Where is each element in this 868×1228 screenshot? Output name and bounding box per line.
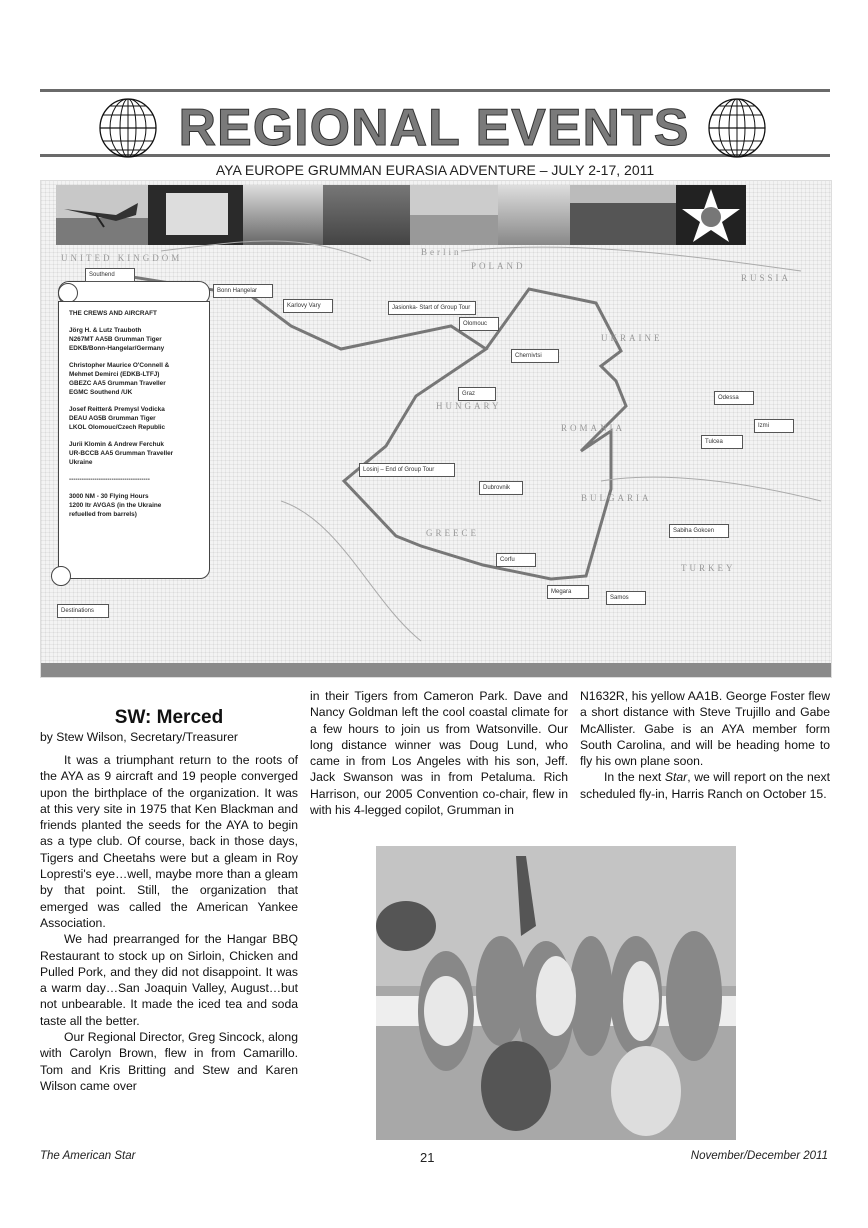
map-country-label: BULGARIA bbox=[581, 493, 652, 503]
crew-entry: Josef Reitter& Premysl Vodicka DEAU AG5B Grumman Tiger LKOL Olomouc/Czech Republic bbox=[69, 406, 166, 431]
footer-publication: The American Star bbox=[40, 1150, 136, 1162]
article-byline: by Stew Wilson, Secretary/Treasurer bbox=[40, 730, 238, 744]
paragraph: It was a triumphant return to the roots of the AYA as 9 aircraft and 19 people converged upon the birthplace of the organization. It was at this very site in 1975 that Ken Blackman and friends planted the seeds for the AYA to begin as a type club. Of course, back in those days, Tigers and Cheetahs were but a gleam in Roy Lopresti's eye…well, maybe more than a gleam by that point. Still, the organization that emerged was called the American Yankee Association. bbox=[40, 753, 298, 930]
callout-megara[interactable]: Megara bbox=[547, 585, 589, 599]
section-title: REGIONAL EVENTS bbox=[178, 99, 690, 157]
map-country-label: UKRAINE bbox=[601, 333, 663, 343]
footer-issue: November/December 2011 bbox=[690, 1150, 828, 1162]
crew-entry: Jörg H. & Lutz Trauboth N267MT AA5B Grumman Tiger EDKB/Bonn-Hangelar/Germany bbox=[69, 327, 165, 352]
callout-destinations[interactable]: Destinations bbox=[57, 604, 109, 618]
callout-tulcea[interactable]: Tulcea bbox=[701, 435, 743, 449]
crew-info-box bbox=[58, 301, 210, 579]
paragraph: in their Tigers from Cameron Park. Dave and Nancy Goldman left the cool coastal climate for a few hours to join us from Watsonville. Our long distance winner was Doug Lund, who came in from Los Angeles with his son, Jeff. Jack Swanson was in from Petaluma. Rich Harrison, our 2005 Convention co-chair, flew in with his 4-legged copilot, Grumman in bbox=[310, 689, 568, 818]
paragraph: In the next Star, we will report on the next scheduled fly-in, Harris Ranch on October 15. bbox=[580, 770, 830, 801]
map-country-label: TURKEY bbox=[681, 563, 736, 573]
callout-jasionka[interactable]: Jasionka- Start of Group Tour bbox=[388, 301, 476, 315]
route-map-collage bbox=[40, 180, 832, 678]
banner-top-rule bbox=[40, 89, 830, 92]
callout-odessa[interactable]: Odessa bbox=[714, 391, 754, 405]
scroll-curl-top bbox=[58, 283, 78, 303]
callout-chernivtsi[interactable]: Chernivtsi bbox=[511, 349, 559, 363]
map-country-label: POLAND bbox=[471, 261, 526, 271]
callout-samos[interactable]: Samos bbox=[606, 591, 646, 605]
crew-heading: THE CREWS AND AIRCRAFT bbox=[69, 310, 157, 317]
group-photo-image bbox=[376, 846, 736, 1140]
callout-dubrovnik[interactable]: Dubrovnik bbox=[479, 481, 523, 495]
globe-icon bbox=[98, 97, 158, 159]
footer-page-number: 21 bbox=[420, 1150, 435, 1165]
group-photo bbox=[376, 846, 736, 1140]
callout-karlovy-vary[interactable]: Karlovy Vary bbox=[283, 299, 333, 313]
crew-summary: 3000 NM - 30 Flying Hours 1200 ltr AVGAS (in the Ukraine refuelled from barrels) bbox=[69, 493, 162, 518]
crew-entry: Jurii Klomin & Andrew Ferchuk UR-BCCB AA5 Grumman Traveller Ukraine bbox=[69, 441, 174, 466]
article-column-3 bbox=[580, 688, 830, 802]
article-column-2 bbox=[310, 688, 568, 818]
crew-entry: Christopher Maurice O'Connell & Mehmet Demirci (EDKB-LTFJ) GBEZC AA5 Grumman Traveller EGMC Southend /UK bbox=[69, 362, 170, 396]
taskbar bbox=[41, 663, 831, 677]
event-subtitle: AYA EUROPE GRUMMAN EURASIA ADVENTURE – JULY 2-17, 2011 bbox=[215, 162, 655, 178]
callout-sabiha-gokcen[interactable]: Sabiha Gokcen bbox=[669, 524, 729, 538]
paragraph: We had prearranged for the Hangar BBQ Restaurant to stock up on Sirloin, Chicken and Pulled Pork, and they did not disappoint. It was a warm day…San Joaquin Valley, August…but not unbearable. It made the iced tea and soda taste all the better. bbox=[40, 932, 298, 1028]
callout-corfu[interactable]: Corfu bbox=[496, 553, 536, 567]
paragraph: Our Regional Director, Greg Sincock, along with Carolyn Brown, flew in from Camarillo. Tom and Kris Britting and Stew and Karen Wilson came over bbox=[40, 1030, 298, 1093]
scroll-curl-bottom bbox=[51, 566, 71, 586]
map-country-label: HUNGARY bbox=[436, 401, 502, 411]
callout-izmi[interactable]: Izmi bbox=[754, 419, 794, 433]
map-country-label: UNITED KINGDOM bbox=[61, 253, 183, 263]
map-country-label: RUSSIA bbox=[741, 273, 792, 283]
callout-southend[interactable]: Southend bbox=[85, 268, 135, 282]
callout-graz[interactable]: Graz bbox=[458, 387, 496, 401]
crew-separator: -------------------------------------- bbox=[69, 476, 150, 483]
map-country-label: ROMANIA bbox=[561, 423, 626, 433]
article-column-1 bbox=[40, 752, 298, 1094]
callout-bonn-hangelar[interactable]: Bonn Hangelar bbox=[213, 284, 273, 298]
article-headline: SW: Merced bbox=[114, 707, 224, 728]
callout-olomouc[interactable]: Olomouc bbox=[459, 317, 499, 331]
map-country-label: Berlin bbox=[421, 247, 462, 257]
callout-losinj[interactable]: Losinj – End of Group Tour bbox=[359, 463, 455, 477]
paragraph: N1632R, his yellow AA1B. George Foster flew a short distance with Steve Trujillo and Gabe McAllister. Gabe is an AYA member form South Carolina, and will be heading home to fly his own plane soon. bbox=[580, 689, 830, 769]
map-country-label: GREECE bbox=[426, 528, 479, 538]
